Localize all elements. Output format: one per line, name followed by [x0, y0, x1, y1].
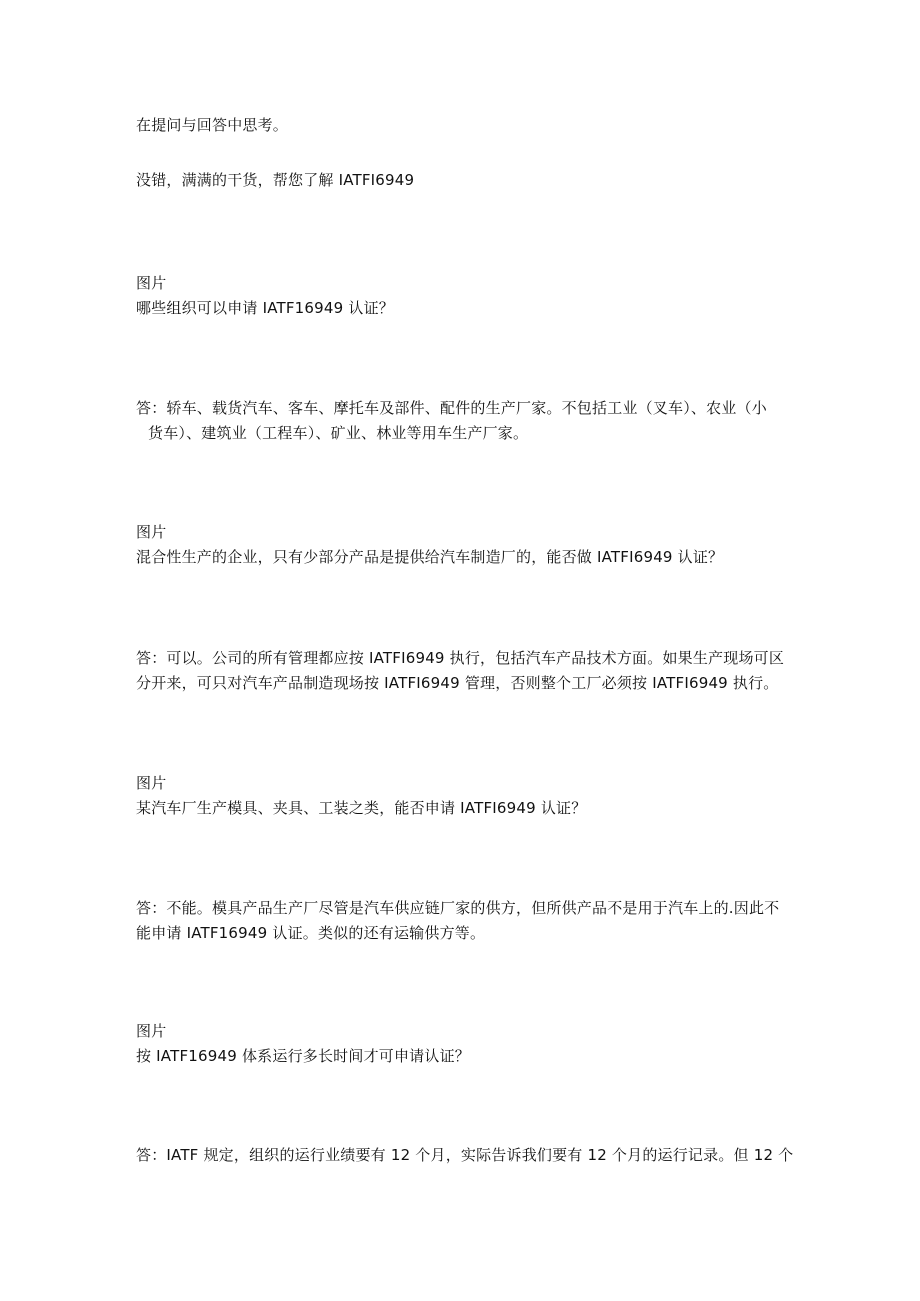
- intro-line-2: 没错，满满的干货，帮您了解 IATFI6949: [136, 171, 415, 189]
- image-label: 图片: [136, 274, 167, 292]
- answer-line: 答：IATF 规定，组织的运行业绩要有 12 个月，实际告诉我们要有 12 个月的运行记录。但 12 个: [136, 1146, 794, 1164]
- question-text: 按 IATF16949 体系运行多长时间才可申请认证？: [136, 1047, 470, 1065]
- image-label: 图片: [136, 1022, 167, 1040]
- question-text: 某汽车厂生产模具、夹具、工装之类，能否申请 IATFI6949 认证？: [136, 799, 587, 817]
- answer-line: 货车）、建筑业（工程车）、矿业、林业等用车生产厂家。: [148, 424, 529, 442]
- intro-line-1: 在提问与回答中思考。: [136, 116, 289, 134]
- question-text: 哪些组织可以申请 IATF16949 认证？: [136, 299, 394, 317]
- answer-line: 答：不能。模具产品生产厂尽管是汽车供应链厂家的供方，但所供产品不是用于汽车上的.因此不: [136, 899, 780, 917]
- answer-line: 答：轿车、载货汽车、客车、摩托车及部件、配件的生产厂家。不包括工业（叉车）、农业（小: [136, 399, 767, 417]
- answer-line: 能申请 IATF16949 认证。类似的还有运输供方等。: [136, 924, 486, 942]
- image-label: 图片: [136, 774, 167, 792]
- answer-line: 答：可以。公司的所有管理都应按 IATFI6949 执行，包括汽车产品技术方面。如果生产现场可区: [136, 649, 785, 667]
- question-text: 混合性生产的企业，只有少部分产品是提供给汽车制造厂的，能否做 IATFI6949 认证？: [136, 548, 724, 566]
- image-label: 图片: [136, 523, 167, 541]
- answer-line: 分开来，可只对汽车产品制造现场按 IATFI6949 管理，否则整个工厂必须按 IATFI6949 执行。: [136, 674, 779, 692]
